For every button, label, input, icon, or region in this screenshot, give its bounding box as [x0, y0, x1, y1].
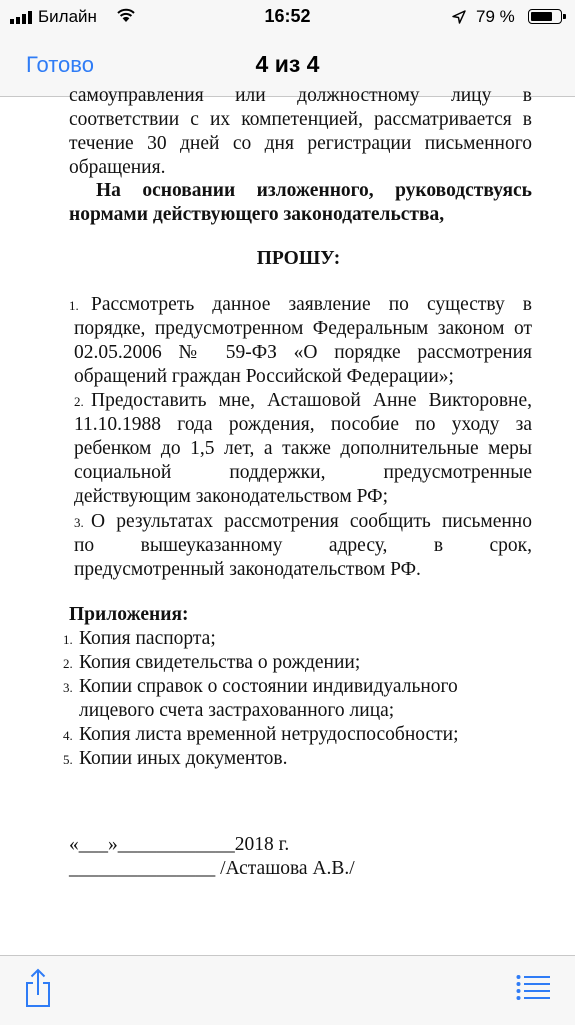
status-bar: [0, 0, 575, 34]
bottom-toolbar: [0, 955, 575, 1025]
attachment-item: Копии справок о состоянии индивидуального: [79, 676, 458, 697]
battery-level-fill: [531, 12, 552, 21]
list-item-number: 1.: [69, 298, 79, 313]
request-text-line: предусмотренный законодательством РФ.: [74, 559, 421, 580]
request-text-line: 11.10.1988 года рождения, пособие по уходу за: [74, 414, 532, 435]
attachment-item: Копия листа временной нетрудоспособности;: [79, 724, 459, 745]
attachment-item: лицевого счета застрахованного лица;: [79, 700, 395, 721]
request-text-line: действующим законодательством РФ;: [74, 486, 388, 507]
request-text-line: О результатах рассмотрения сообщить письменно: [91, 511, 532, 532]
request-text-line: обращений граждан Российской Федерации»;: [74, 366, 454, 387]
document-text-line: соответствии с их компетенцией, рассматривается в: [69, 109, 532, 130]
attachment-item: Копия паспорта;: [79, 628, 216, 649]
done-button[interactable]: Готово: [26, 52, 94, 77]
request-text-line: порядке, предусмотренном Федеральным законом от: [74, 318, 532, 339]
signature-line: _______________ /Асташова А.В./: [69, 858, 355, 879]
list-item-number: 2.: [63, 656, 73, 671]
request-text-line: Рассмотреть данное заявление по существу в: [91, 294, 532, 315]
date-line: «___»____________2018 г.: [69, 834, 290, 855]
page-indicator: 4 из 4: [255, 51, 320, 77]
location-arrow-icon: [451, 9, 467, 25]
document-text-line: течение 30 дней со дня регистрации письменного: [69, 133, 532, 154]
carrier-name: Билайн: [38, 7, 97, 26]
list-item-number: 2.: [74, 394, 84, 409]
list-icon[interactable]: [516, 974, 552, 1002]
request-text-line: 02.05.2006 № 59-ФЗ «О порядке рассмотрения: [74, 342, 532, 363]
basis-text-line: На основании изложенного, руководствуясь: [96, 180, 532, 201]
list-item-number: 3.: [74, 515, 84, 530]
document-text-line: обращения.: [69, 157, 166, 178]
request-text-line: по вышеуказанному адресу, в срок,: [74, 535, 532, 556]
list-item-number: 3.: [63, 680, 73, 695]
request-heading: ПРОШУ:: [256, 248, 341, 269]
request-text-line: социальной поддержки, предусмотренные: [74, 462, 532, 483]
request-text-line: ребенком до 1,5 лет, а также дополнительные меры: [74, 438, 532, 459]
request-text-line: Предоставить мне, Асташовой Анне Викторовне,: [91, 390, 532, 411]
document-page[interactable]: [0, 85, 575, 955]
list-item-number: 1.: [63, 632, 73, 647]
share-icon[interactable]: [22, 966, 54, 1010]
list-item-number: 4.: [63, 728, 73, 743]
document-text-line: самоуправления или должностному лицу в: [69, 85, 532, 106]
attachments-heading: Приложения:: [69, 604, 189, 625]
battery-percentage: 79 %: [476, 7, 515, 26]
attachment-item: Копия свидетельства о рождении;: [79, 652, 361, 673]
list-item-number: 5.: [63, 752, 73, 767]
attachment-item: Копии иных документов.: [79, 748, 288, 769]
clock: 16:52: [264, 6, 311, 26]
battery-icon: [528, 9, 562, 24]
basis-text-line: нормами действующего законодательства,: [69, 204, 445, 225]
